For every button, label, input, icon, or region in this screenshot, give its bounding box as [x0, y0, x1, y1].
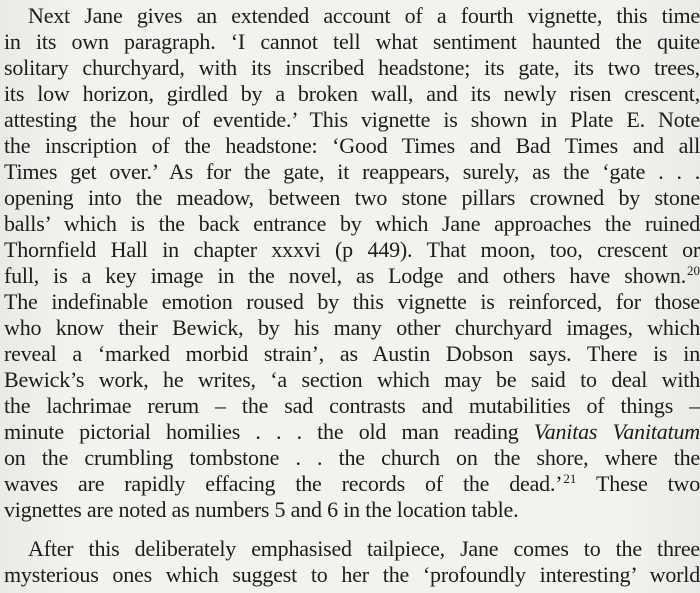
text-line	[4, 263, 700, 289]
line-text: waves are rapidly effacing the records of the dead.’	[4, 471, 563, 496]
line-text-after: These two	[576, 471, 700, 496]
text-line: balls’ which is the back entrance by which Jane approaches the ruined	[4, 211, 700, 236]
text-line: its low horizon, girdled by a broken wall, and its newly risen crescent,	[4, 81, 700, 106]
line-text: full, is a key image in the novel, as Lodge and others have shown.	[4, 263, 686, 288]
text-line: solitary churchyard, with its inscribed headstone; its gate, its two trees,	[4, 55, 700, 80]
text-line	[4, 471, 700, 497]
footnote-ref: 21	[563, 471, 577, 486]
text-line: Next Jane gives an extended account of a fourth vignette, this time	[28, 3, 700, 28]
italic-title: Vanitas Vanitatum	[533, 419, 700, 444]
text-line: vignettes are noted as numbers 5 and 6 in the location table.	[4, 497, 519, 522]
text-line: reveal a ‘marked morbid strain’, as Austin Dobson says. There is in	[4, 341, 700, 366]
text-line: mysterious ones which suggest to her the ‘profoundly interesting’ world	[4, 562, 700, 587]
text-line: the inscription of the headstone: ‘Good Times and Bad Times and all	[4, 133, 700, 158]
text-line: attesting the hour of eventide.’ This vignette is shown in Plate E. Note	[4, 107, 700, 132]
text-line: After this deliberately emphasised tailpiece, Jane comes to the three	[28, 536, 700, 561]
text-line: the lachrimae rerum – the sad contrasts and mutabilities of things –	[4, 393, 700, 418]
text-line: on the crumbling tombstone . . the church on the shore, where the	[4, 445, 700, 470]
text-line	[4, 419, 700, 445]
text-line: Bewick’s work, he writes, ‘a section which may be said to deal with	[4, 367, 700, 392]
text-line: opening into the meadow, between two stone pillars crowned by stone	[4, 185, 700, 210]
text-line: Times get over.’ As for the gate, it reappears, surely, as the ‘gate . . .	[4, 159, 700, 184]
text-line: who know their Bewick, by his many other churchyard images, which	[4, 315, 700, 340]
text-line: in its own paragraph. ‘I cannot tell what sentiment haunted the quite	[4, 29, 700, 54]
footnote-ref: 20	[687, 263, 700, 278]
text-line: Thornfield Hall in chapter xxxvi (p 449). That moon, too, crescent or	[4, 237, 700, 262]
text-line: The indefinable emotion roused by this vignette is reinforced, for those	[4, 289, 700, 314]
line-text: minute pictorial homilies . . . the old man reading	[4, 419, 534, 444]
